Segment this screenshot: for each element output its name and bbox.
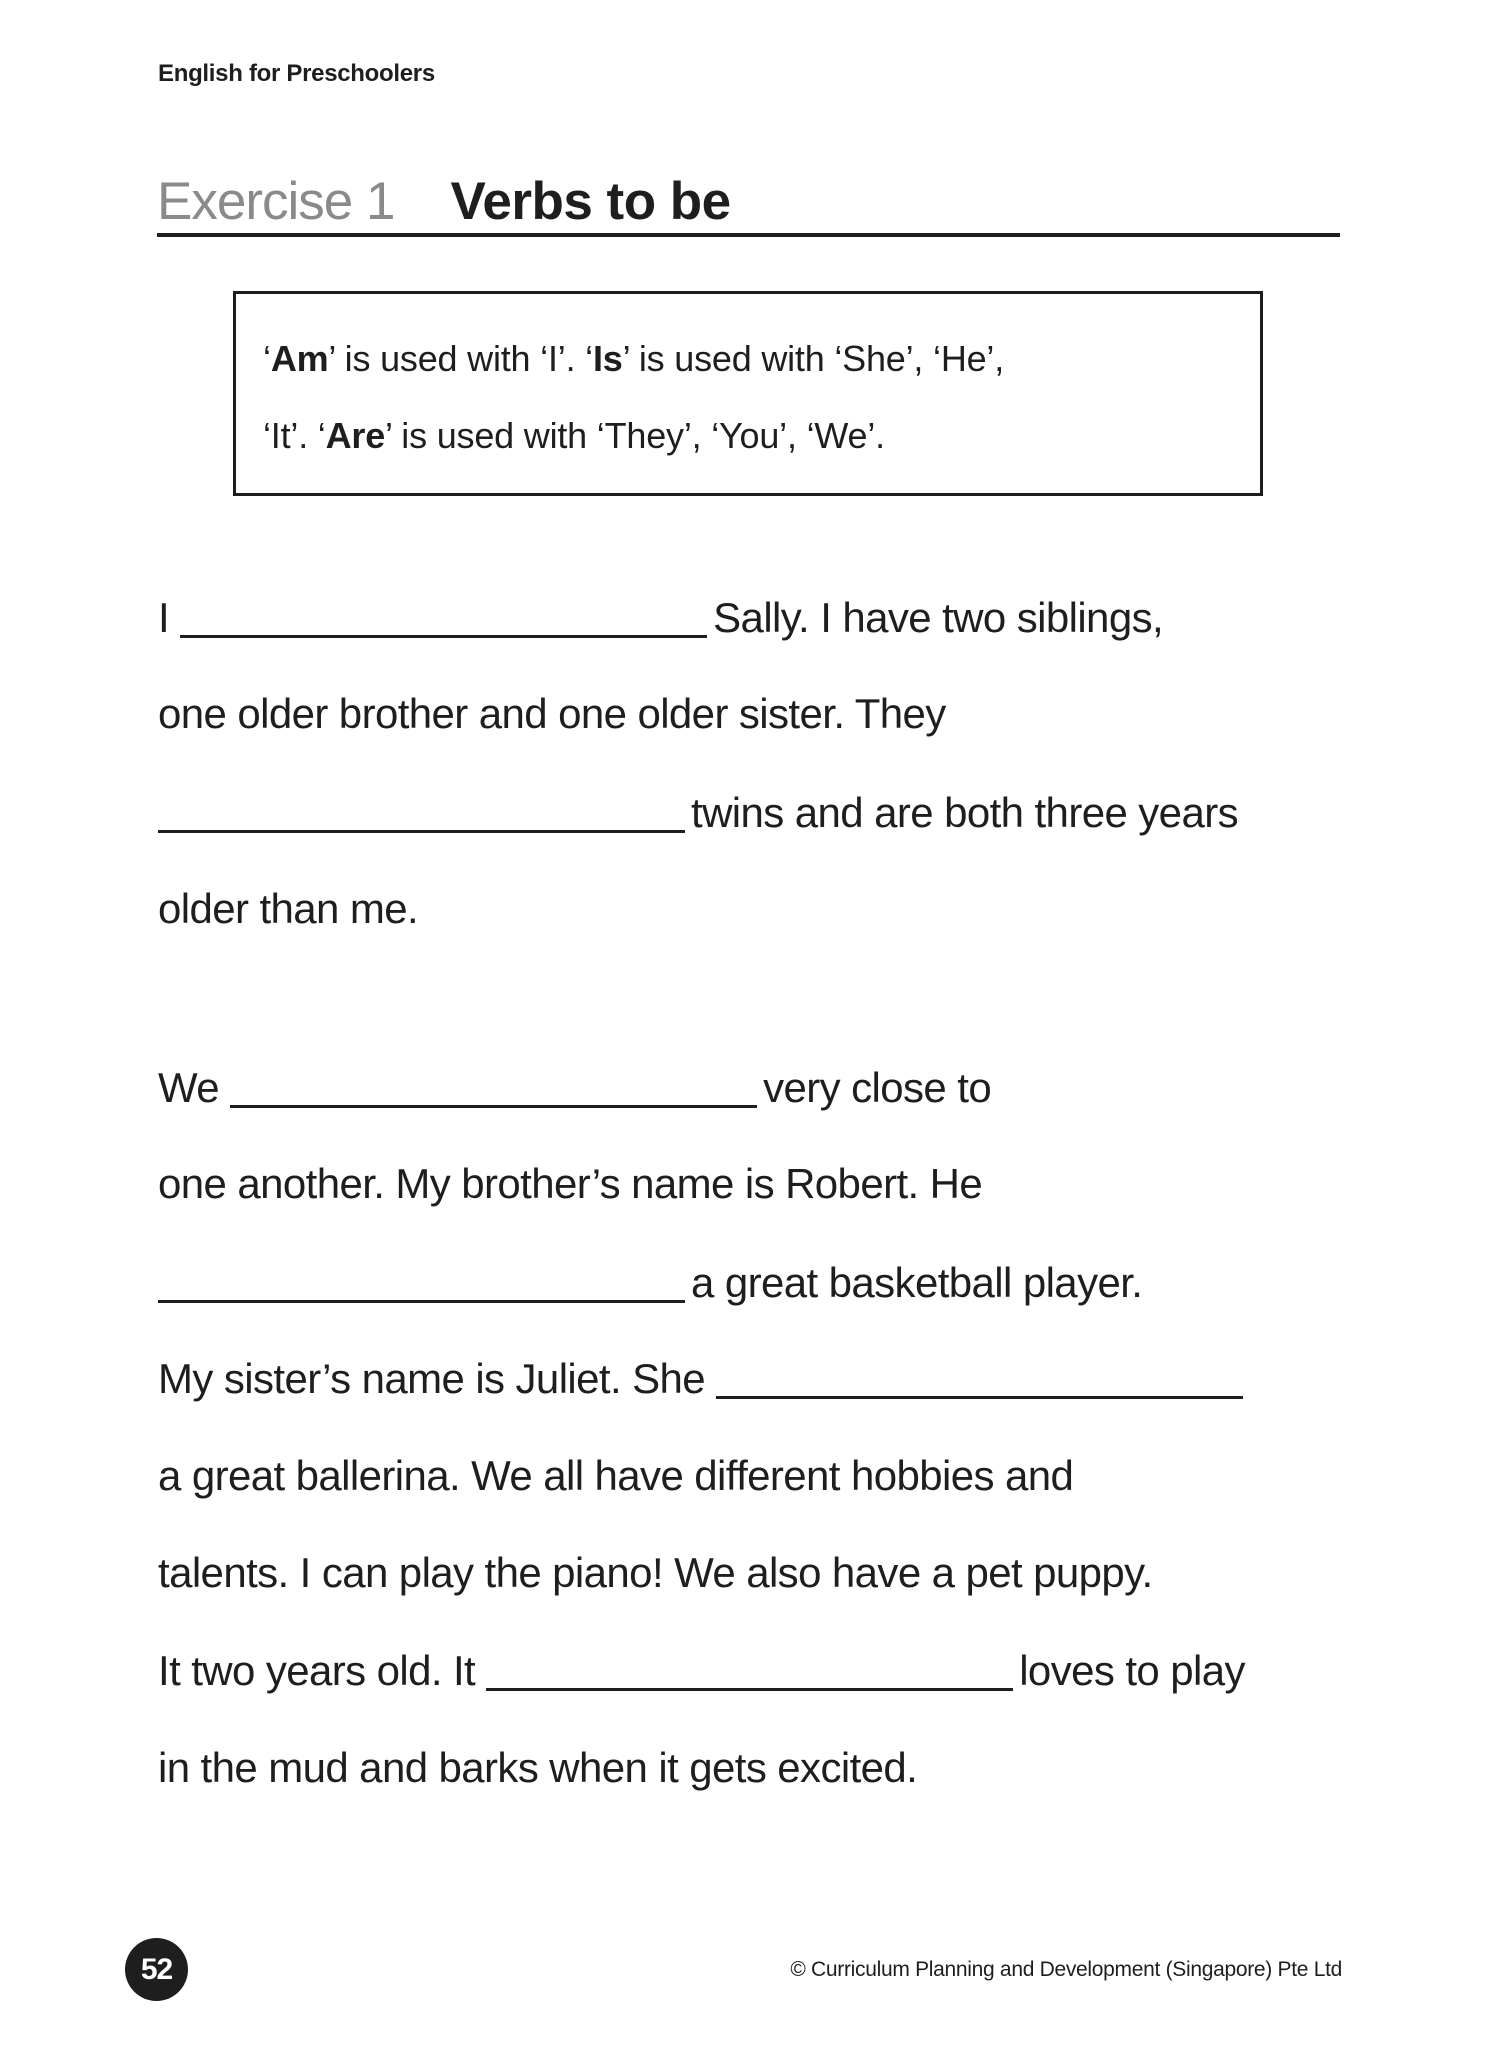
- answer-blank[interactable]: [716, 1358, 1243, 1399]
- passage-line: [158, 1063, 991, 1113]
- title-underline-divider: [157, 233, 1340, 237]
- passage-text: talents. I can play the piano! We also have a pet puppy.: [158, 1549, 1153, 1596]
- passage-text: very close to: [763, 1064, 992, 1111]
- passage-line: [158, 1548, 1153, 1598]
- passage-text: in the mud and barks when it gets excited.: [158, 1744, 918, 1791]
- grammar-rule-box: [233, 291, 1263, 496]
- passage-text: a great ballerina. We all have different hobbies and: [158, 1452, 1074, 1499]
- grammar-rule-line-1: [263, 337, 1004, 381]
- rule-text: ’ is used with ‘They’, ‘You’, ‘We’.: [385, 415, 885, 456]
- passage-line: [158, 593, 1163, 643]
- page-number-badge: 52: [125, 1938, 188, 2001]
- passage-line: [158, 1159, 982, 1209]
- passage-line: [158, 884, 418, 934]
- passage-line: [158, 1258, 1142, 1308]
- passage-text: one another. My brother’s name is Robert. He: [158, 1160, 983, 1207]
- passage-text: one older brother and one older sister. They: [158, 690, 946, 737]
- rule-text: ’ is used with ‘I’. ‘: [328, 338, 593, 379]
- passage-line: [158, 1354, 1249, 1404]
- answer-blank[interactable]: [230, 1067, 757, 1108]
- passage-line: [158, 788, 1238, 838]
- passage-line: [158, 689, 946, 739]
- rule-keyword-am: Am: [270, 338, 329, 379]
- answer-blank[interactable]: [486, 1650, 1013, 1691]
- passage-text: twins and are both three years: [691, 789, 1238, 836]
- passage-text: It two years old. It: [158, 1647, 487, 1694]
- copyright-notice: © Curriculum Planning and Development (Singapore) Pte Ltd: [790, 1958, 1342, 1981]
- passage-line: [158, 1646, 1245, 1696]
- passage-line: [158, 1451, 1073, 1501]
- rule-text: ‘: [263, 338, 271, 379]
- passage-text: My sister’s name is Juliet. She: [158, 1355, 717, 1402]
- passage-text: I: [158, 594, 181, 641]
- answer-blank[interactable]: [180, 597, 707, 638]
- passage-line: [158, 1743, 917, 1793]
- rule-keyword-is: Is: [592, 338, 623, 379]
- answer-blank[interactable]: [158, 1262, 685, 1303]
- passage-text: a great basketball player.: [691, 1259, 1143, 1306]
- running-head: English for Preschoolers: [158, 60, 435, 87]
- rule-text: ‘It’. ‘: [263, 415, 326, 456]
- grammar-rule-line-2: [263, 414, 885, 458]
- rule-keyword-are: Are: [325, 415, 386, 456]
- passage-text: loves to play: [1019, 1647, 1245, 1694]
- rule-text: ’ is used with ‘She’, ‘He’,: [622, 338, 1005, 379]
- exercise-heading: [157, 172, 731, 232]
- passage-text: We: [158, 1064, 231, 1111]
- exercise-number: Exercise 1: [157, 172, 395, 231]
- answer-blank[interactable]: [158, 792, 685, 833]
- exercise-title: Verbs to be: [450, 172, 731, 231]
- passage-text: Sally. I have two siblings,: [713, 594, 1164, 641]
- passage-text: older than me.: [158, 885, 419, 932]
